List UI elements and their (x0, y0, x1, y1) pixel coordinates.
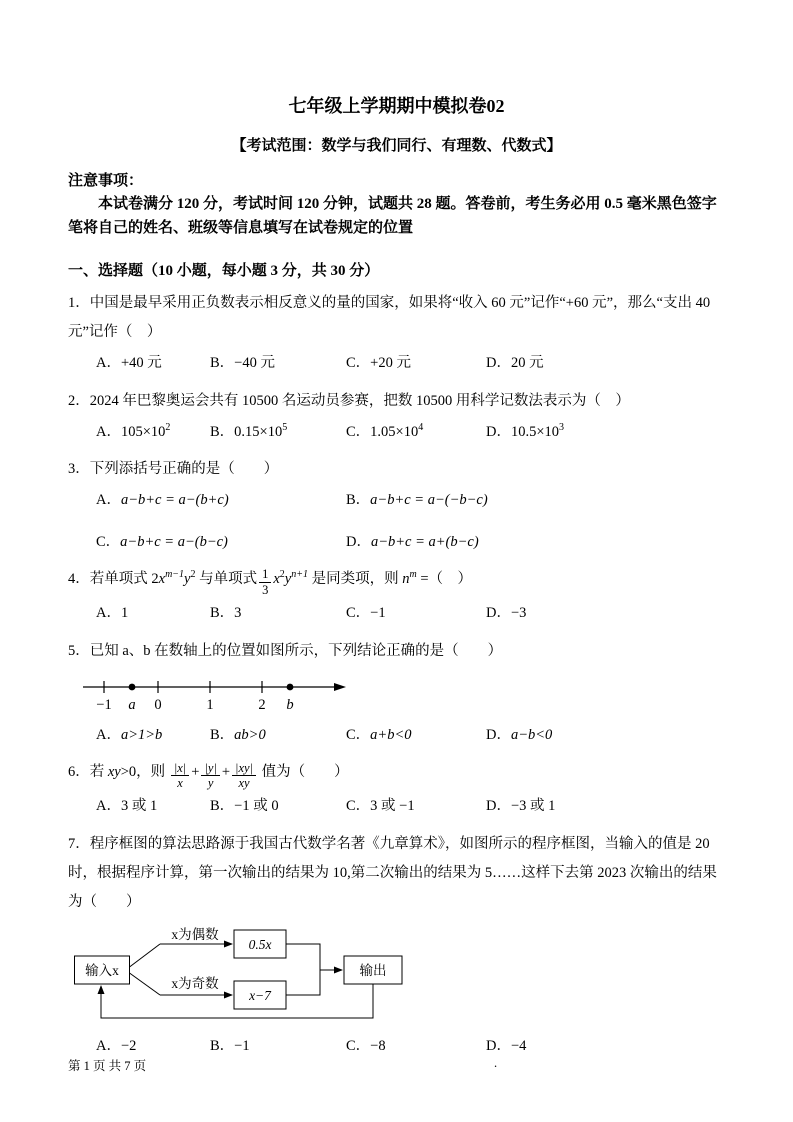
question-1-stem: 1．中国是最早采用正负数表示相反意义的量的国家，如果将“收入 60 元”记作“+60 元”，那么“支出 40 元”记作（ ） (68, 295, 711, 340)
fraction-abs-xy: $\frac{|xy|}{xy}$ (232, 761, 256, 791)
number-line-svg (82, 672, 348, 714)
even-op-label: 0.5x (248, 936, 272, 952)
question-4-option-a: A．1 (96, 605, 129, 622)
question-7-options (96, 1033, 725, 1061)
odd-op-label: x−7 (249, 987, 271, 1003)
question-6 (68, 758, 725, 821)
question-6-stem: 6．若 xy>0，则 $\frac{|x|}{x}$ + $\frac{|y|}{y}$ + $\frac{|xy|}{xy}$ 值为（ ） (68, 760, 349, 790)
flowchart-figure (74, 925, 725, 1030)
question-4-option-d: D．−3 (486, 605, 527, 622)
even-branch-label: x为偶数 (171, 926, 219, 942)
question-3-option-d: D．a−b+c = a+(b−c) (346, 533, 479, 550)
question-5-stem: 5．已知 a、b 在数轴上的位置如图所示，下列结论正确的是（ ） (68, 642, 503, 659)
question-7-option-d: D．−4 (486, 1037, 527, 1054)
tick-label: 0 (154, 696, 162, 713)
question-1-option-c: C．+20 元 (346, 355, 411, 371)
question-2 (68, 387, 725, 447)
question-5-option-b: B．ab>0 (210, 726, 266, 743)
fraction-abs-x: $\frac{|x|}{x}$ (171, 761, 189, 791)
question-6-option-b: B．−1 或 0 (210, 798, 279, 815)
question-7-option-b: B．−1 (210, 1037, 250, 1054)
question-1-option-b: B．−40 元 (210, 355, 275, 371)
point-b-label: b (286, 696, 294, 713)
page-title: 七年级上学期期中模拟卷02 (288, 96, 505, 116)
question-5-option-d: D．a−b<0 (486, 726, 553, 743)
point-a-dot (129, 683, 136, 690)
question-4-stem: 4．若单项式 $2x^{m-1}y^2$ 与单项式 $\frac{1}{3}$ $x^2y^{n+1}$ 是同类项，则 $n^m$ =（ ） (68, 567, 473, 597)
question-1-options (96, 350, 725, 378)
odd-branch-label: x为奇数 (171, 975, 219, 991)
question-4-options (96, 600, 725, 628)
tick-label: −1 (96, 696, 112, 713)
axis-arrow-icon (334, 683, 346, 691)
question-3-option-a: A．a−b+c = a−(b+c) (96, 492, 229, 509)
question-3 (68, 455, 725, 556)
page-footer: 第 1 页 共 7 页 (68, 1059, 147, 1073)
tick-label: 2 (258, 696, 266, 713)
question-2-option-c: C．$1.05\times 10^4$ (346, 421, 424, 440)
input-box-label: 输入x (85, 962, 119, 978)
tick-label: 1 (206, 696, 214, 713)
question-4-option-b: B．3 (210, 605, 242, 622)
question-7 (68, 830, 725, 1061)
question-2-stem: 2．2024 年巴黎奥运会共有 10500 名运动员参赛，把数 10500 用科学记数法表示为（ ） (68, 392, 630, 409)
question-5-options (96, 722, 725, 750)
question-3-option-c: C．a−b+c = a−(b−c) (96, 533, 228, 550)
fraction-one-third: $\frac{1}{3}$ (259, 567, 271, 597)
question-2-option-a: A．$105\times 10^2$ (96, 421, 171, 440)
question-1 (68, 289, 725, 378)
question-5-option-c: C．a+b<0 (346, 726, 412, 743)
question-6-option-d: D．−3 或 1 (486, 798, 556, 815)
question-7-stem: 7．程序框图的算法思路源于我国古代数学名著《九章算术》，如图所示的程序框图，当输入的值是 20 时，根据程序计算，第一次输出的结果为 10,第二次输出的结果为 5……这样下去第 2023 次输出的结果为（ ） (68, 835, 717, 910)
question-2-option-b: B．$0.15\times 10^5$ (210, 421, 288, 440)
question-5-option-a: A．a>1>b (96, 726, 163, 743)
point-a-label: a (128, 696, 136, 713)
footer-dot: . (494, 1056, 498, 1070)
section-title: 一、选择题（10 小题，每小题 3 分，共 30 分） (68, 263, 380, 279)
output-box-label: 输出 (359, 962, 387, 978)
notice-text: 本试卷满分 120 分，考试时间 120 分钟，试题共 28 题。答卷前，考生务必用 0.5 毫米黑色签字笔将自己的姓名、班级等信息填写在试卷规定的位置 (68, 195, 717, 237)
question-7-option-c: C．−8 (346, 1037, 386, 1054)
question-1-option-a: A．+40 元 (96, 355, 162, 371)
question-6-option-c: C．3 或 −1 (346, 798, 415, 815)
question-4-option-c: C．−1 (346, 605, 386, 622)
notice-label: 注意事项： (68, 172, 144, 189)
question-5 (68, 637, 725, 750)
question-2-option-d: D．$10.5\times 10^3$ (486, 421, 565, 440)
question-2-options (96, 419, 725, 447)
question-6-options (96, 793, 725, 821)
flowchart-svg (74, 925, 414, 1025)
question-1-option-d: D．20 元 (486, 355, 544, 371)
question-4 (68, 565, 725, 628)
number-line-figure (82, 672, 725, 719)
question-3-stem: 3．下列添括号正确的是（ ） (68, 461, 279, 478)
question-7-option-a: A．−2 (96, 1037, 137, 1054)
question-3-option-b: B．a−b+c = a−(−b−c) (346, 492, 488, 509)
fraction-abs-y: $\frac{|y|}{y}$ (201, 761, 219, 791)
question-3-options (96, 487, 725, 556)
question-6-option-a: A．3 或 1 (96, 798, 158, 815)
exam-scope: 【考试范围：数学与我们同行、有理数、代数式】 (231, 137, 562, 154)
point-b-dot (287, 683, 294, 690)
